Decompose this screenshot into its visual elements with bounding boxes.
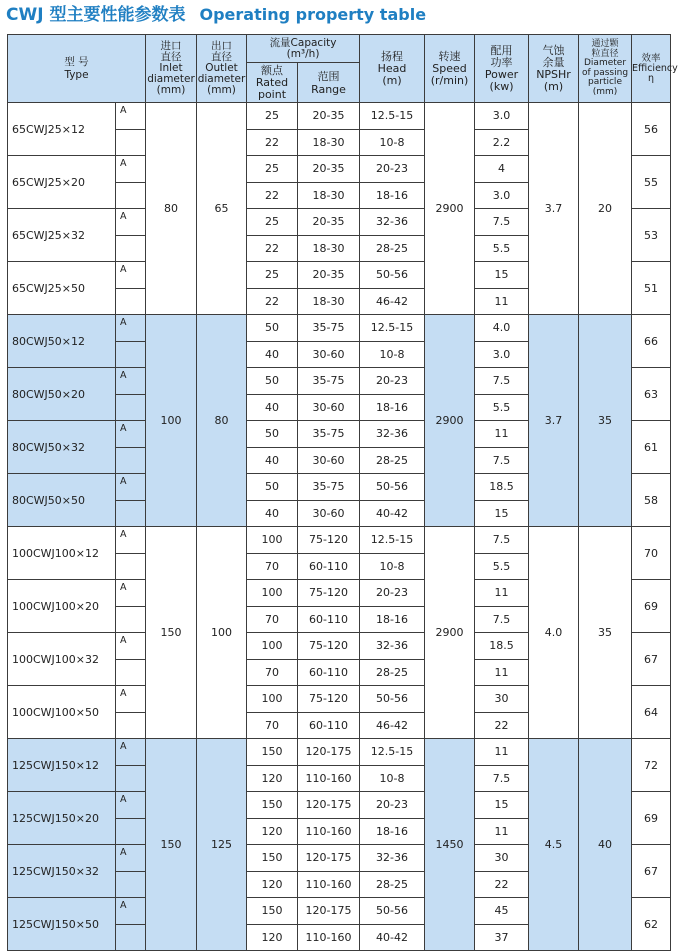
efficiency-value: 53: [632, 209, 671, 262]
head-value: 20-23: [360, 368, 425, 395]
head-value: 10-8: [360, 765, 425, 792]
power-value: 11: [475, 739, 529, 766]
head-value: 40-42: [360, 500, 425, 527]
head-value: 12.5-15: [360, 103, 425, 130]
efficiency-value: 70: [632, 527, 671, 580]
model-name: 100CWJ100×12: [8, 527, 116, 580]
efficiency-value: 62: [632, 898, 671, 951]
power-value: 11: [475, 659, 529, 686]
header-capacity-label: 流量Capacity: [269, 36, 337, 49]
rated-point: 100: [247, 527, 298, 554]
head-value: 18-16: [360, 394, 425, 421]
outlet-diameter: 65: [197, 103, 247, 315]
table-row: [8, 103, 671, 130]
model-name: 80CWJ50×20: [8, 368, 116, 421]
efficiency-value: 69: [632, 792, 671, 845]
power-value: 7.5: [475, 606, 529, 633]
speed-value: 2900: [425, 315, 475, 527]
efficiency-value: 66: [632, 315, 671, 368]
particle-diameter: 35: [579, 527, 632, 739]
header-npsh: 气蚀 余量 NPSHr (m): [529, 35, 579, 103]
model-name: 100CWJ100×32: [8, 633, 116, 686]
model-suffix-empty: [116, 235, 146, 262]
model-name: 80CWJ50×50: [8, 474, 116, 527]
power-value: 2.2: [475, 129, 529, 156]
page-title: [6, 2, 426, 28]
capacity-range: 60-110: [298, 712, 360, 739]
power-value: 3.0: [475, 103, 529, 130]
header-outlet-cn: 出口 直径: [211, 40, 232, 63]
capacity-range: 75-120: [298, 527, 360, 554]
model-suffix: A: [116, 686, 146, 713]
head-value: 20-23: [360, 792, 425, 819]
capacity-range: 30-60: [298, 394, 360, 421]
efficiency-value: 67: [632, 845, 671, 898]
power-value: 15: [475, 262, 529, 289]
head-value: 10-8: [360, 129, 425, 156]
efficiency-value: 72: [632, 739, 671, 792]
head-value: 28-25: [360, 659, 425, 686]
capacity-range: 35-75: [298, 315, 360, 342]
power-value: 5.5: [475, 394, 529, 421]
rated-point: 150: [247, 845, 298, 872]
capacity-range: 120-175: [298, 898, 360, 925]
model-suffix-empty: [116, 871, 146, 898]
rated-point: 120: [247, 765, 298, 792]
head-value: 46-42: [360, 288, 425, 315]
head-value: 50-56: [360, 898, 425, 925]
capacity-range: 20-35: [298, 209, 360, 236]
head-value: 20-23: [360, 156, 425, 183]
header-efficiency: 效率 Efficiency η: [632, 35, 671, 103]
npsh-value: 4.5: [529, 739, 579, 951]
title-cn: CWJ 型主要性能参数表: [6, 5, 186, 25]
power-value: 30: [475, 845, 529, 872]
rated-point: 100: [247, 686, 298, 713]
head-value: 28-25: [360, 447, 425, 474]
head-value: 32-36: [360, 209, 425, 236]
capacity-range: 110-160: [298, 924, 360, 951]
head-value: 46-42: [360, 712, 425, 739]
power-value: 15: [475, 792, 529, 819]
head-value: 12.5-15: [360, 315, 425, 342]
header-outlet: [197, 35, 247, 103]
model-suffix-empty: [116, 447, 146, 474]
head-value: 12.5-15: [360, 527, 425, 554]
model-suffix: A: [116, 527, 146, 554]
capacity-range: 60-110: [298, 553, 360, 580]
power-value: 45: [475, 898, 529, 925]
head-value: 40-42: [360, 924, 425, 951]
model-suffix: A: [116, 103, 146, 130]
rated-point: 120: [247, 924, 298, 951]
particle-diameter: 20: [579, 103, 632, 315]
head-value: 50-56: [360, 686, 425, 713]
header-rated: 额点 Rated point: [247, 63, 298, 103]
efficiency-value: 64: [632, 686, 671, 739]
power-value: 7.5: [475, 368, 529, 395]
speed-value: 2900: [425, 103, 475, 315]
capacity-range: 18-30: [298, 235, 360, 262]
speed-value: 2900: [425, 527, 475, 739]
model-name: 125CWJ150×50: [8, 898, 116, 951]
rated-point: 22: [247, 288, 298, 315]
npsh-value: 4.0: [529, 527, 579, 739]
capacity-range: 75-120: [298, 580, 360, 607]
model-suffix: A: [116, 580, 146, 607]
capacity-range: 120-175: [298, 792, 360, 819]
model-name: 125CWJ150×12: [8, 739, 116, 792]
power-value: 3.0: [475, 182, 529, 209]
capacity-range: 18-30: [298, 129, 360, 156]
model-name: 65CWJ25×12: [8, 103, 116, 156]
header-outlet-en: Outlet diameter (mm): [197, 62, 246, 96]
rated-point: 70: [247, 712, 298, 739]
model-suffix: A: [116, 792, 146, 819]
header-capacity: [247, 35, 360, 63]
efficiency-value: 67: [632, 633, 671, 686]
head-value: 18-16: [360, 606, 425, 633]
head-value: 12.5-15: [360, 739, 425, 766]
model-suffix: A: [116, 156, 146, 183]
rated-point: 25: [247, 156, 298, 183]
model-suffix: A: [116, 262, 146, 289]
power-value: 22: [475, 712, 529, 739]
power-value: 30: [475, 686, 529, 713]
rated-point: 70: [247, 553, 298, 580]
power-value: 7.5: [475, 209, 529, 236]
model-suffix-empty: [116, 553, 146, 580]
table-row: [8, 315, 671, 342]
model-name: 80CWJ50×32: [8, 421, 116, 474]
rated-point: 150: [247, 739, 298, 766]
rated-point: 40: [247, 447, 298, 474]
model-name: 65CWJ25×32: [8, 209, 116, 262]
model-suffix: A: [116, 633, 146, 660]
power-value: 7.5: [475, 765, 529, 792]
model-suffix: A: [116, 368, 146, 395]
rated-point: 100: [247, 580, 298, 607]
model-suffix-empty: [116, 606, 146, 633]
model-suffix: A: [116, 421, 146, 448]
rated-point: 150: [247, 792, 298, 819]
model-name: 125CWJ150×20: [8, 792, 116, 845]
power-value: 7.5: [475, 527, 529, 554]
npsh-value: 3.7: [529, 103, 579, 315]
header-inlet-cn: 进口 直径: [160, 40, 182, 63]
table-row: [8, 739, 671, 766]
capacity-range: 35-75: [298, 474, 360, 501]
model-suffix-empty: [116, 659, 146, 686]
header-range: 范围 Range: [298, 63, 360, 103]
model-name: 65CWJ25×20: [8, 156, 116, 209]
rated-point: 25: [247, 103, 298, 130]
rated-point: 22: [247, 182, 298, 209]
header-speed: 转速 Speed (r/min): [425, 35, 475, 103]
model-name: 125CWJ150×32: [8, 845, 116, 898]
head-value: 32-36: [360, 845, 425, 872]
head-value: 28-25: [360, 235, 425, 262]
efficiency-value: 55: [632, 156, 671, 209]
particle-diameter: 35: [579, 315, 632, 527]
efficiency-value: 69: [632, 580, 671, 633]
speed-value: 1450: [425, 739, 475, 951]
outlet-diameter: 125: [197, 739, 247, 951]
rated-point: 50: [247, 474, 298, 501]
head-value: 50-56: [360, 262, 425, 289]
power-value: 4.0: [475, 315, 529, 342]
header-particle: 通过颗 粒直径 Diameter of passing particle (mm): [579, 35, 632, 103]
power-value: 11: [475, 818, 529, 845]
header-type-cn: 型 号: [64, 55, 89, 68]
capacity-range: 18-30: [298, 182, 360, 209]
power-value: 11: [475, 288, 529, 315]
head-value: 50-56: [360, 474, 425, 501]
model-suffix-empty: [116, 394, 146, 421]
inlet-diameter: 150: [146, 739, 197, 951]
rated-point: 40: [247, 500, 298, 527]
model-name: 100CWJ100×20: [8, 580, 116, 633]
model-name: 80CWJ50×12: [8, 315, 116, 368]
head-value: 18-16: [360, 182, 425, 209]
power-value: 15: [475, 500, 529, 527]
model-suffix: A: [116, 898, 146, 925]
head-value: 10-8: [360, 341, 425, 368]
head-value: 32-36: [360, 633, 425, 660]
header-inlet-en: Inlet diameter (mm): [147, 62, 195, 96]
power-value: 7.5: [475, 447, 529, 474]
power-value: 22: [475, 871, 529, 898]
rated-point: 40: [247, 341, 298, 368]
header-power: 配用 功率 Power (kw): [475, 35, 529, 103]
capacity-range: 30-60: [298, 500, 360, 527]
model-suffix-empty: [116, 924, 146, 951]
power-value: 3.0: [475, 341, 529, 368]
capacity-range: 60-110: [298, 659, 360, 686]
rated-point: 120: [247, 871, 298, 898]
model-suffix-empty: [116, 712, 146, 739]
model-suffix: A: [116, 209, 146, 236]
power-value: 11: [475, 421, 529, 448]
power-value: 37: [475, 924, 529, 951]
model-suffix-empty: [116, 129, 146, 156]
header-inlet: [146, 35, 197, 103]
rated-point: 25: [247, 209, 298, 236]
head-value: 32-36: [360, 421, 425, 448]
rated-point: 50: [247, 421, 298, 448]
capacity-range: 20-35: [298, 262, 360, 289]
efficiency-value: 63: [632, 368, 671, 421]
rated-point: 100: [247, 633, 298, 660]
power-value: 5.5: [475, 553, 529, 580]
model-suffix-empty: [116, 765, 146, 792]
efficiency-value: 51: [632, 262, 671, 315]
head-value: 10-8: [360, 553, 425, 580]
rated-point: 22: [247, 235, 298, 262]
power-value: 18.5: [475, 633, 529, 660]
power-value: 5.5: [475, 235, 529, 262]
capacity-range: 120-175: [298, 845, 360, 872]
model-name: 65CWJ25×50: [8, 262, 116, 315]
power-value: 11: [475, 580, 529, 607]
title-en: Operating property table: [199, 5, 427, 24]
header-capacity-unit: (m³/h): [286, 47, 320, 60]
efficiency-value: 58: [632, 474, 671, 527]
outlet-diameter: 100: [197, 527, 247, 739]
capacity-range: 35-75: [298, 421, 360, 448]
capacity-range: 120-175: [298, 739, 360, 766]
table-body: [8, 103, 671, 951]
model-suffix: A: [116, 739, 146, 766]
capacity-range: 60-110: [298, 606, 360, 633]
capacity-range: 75-120: [298, 686, 360, 713]
rated-point: 70: [247, 659, 298, 686]
capacity-range: 30-60: [298, 447, 360, 474]
rated-point: 150: [247, 898, 298, 925]
rated-point: 50: [247, 315, 298, 342]
model-suffix-empty: [116, 288, 146, 315]
outlet-diameter: 80: [197, 315, 247, 527]
head-value: 20-23: [360, 580, 425, 607]
rated-point: 40: [247, 394, 298, 421]
capacity-range: 110-160: [298, 871, 360, 898]
head-value: 28-25: [360, 871, 425, 898]
header-type: [8, 35, 146, 103]
inlet-diameter: 100: [146, 315, 197, 527]
inlet-diameter: 150: [146, 527, 197, 739]
inlet-diameter: 80: [146, 103, 197, 315]
head-value: 18-16: [360, 818, 425, 845]
npsh-value: 3.7: [529, 315, 579, 527]
property-table: [7, 34, 678, 951]
capacity-range: 75-120: [298, 633, 360, 660]
capacity-range: 20-35: [298, 103, 360, 130]
capacity-range: 20-35: [298, 156, 360, 183]
header-type-en: Type: [64, 68, 89, 81]
model-name: 100CWJ100×50: [8, 686, 116, 739]
model-suffix: A: [116, 315, 146, 342]
capacity-range: 110-160: [298, 765, 360, 792]
model-suffix: A: [116, 845, 146, 872]
rated-point: 70: [247, 606, 298, 633]
power-value: 18.5: [475, 474, 529, 501]
efficiency-value: 61: [632, 421, 671, 474]
model-suffix-empty: [116, 818, 146, 845]
rated-point: 120: [247, 818, 298, 845]
model-suffix-empty: [116, 341, 146, 368]
header-head: 扬程 Head (m): [360, 35, 425, 103]
particle-diameter: 40: [579, 739, 632, 951]
model-suffix-empty: [116, 500, 146, 527]
model-suffix: A: [116, 474, 146, 501]
capacity-range: 18-30: [298, 288, 360, 315]
capacity-range: 30-60: [298, 341, 360, 368]
table-row: [8, 527, 671, 554]
efficiency-value: 56: [632, 103, 671, 156]
model-suffix-empty: [116, 182, 146, 209]
rated-point: 50: [247, 368, 298, 395]
rated-point: 25: [247, 262, 298, 289]
rated-point: 22: [247, 129, 298, 156]
power-value: 4: [475, 156, 529, 183]
capacity-range: 110-160: [298, 818, 360, 845]
capacity-range: 35-75: [298, 368, 360, 395]
